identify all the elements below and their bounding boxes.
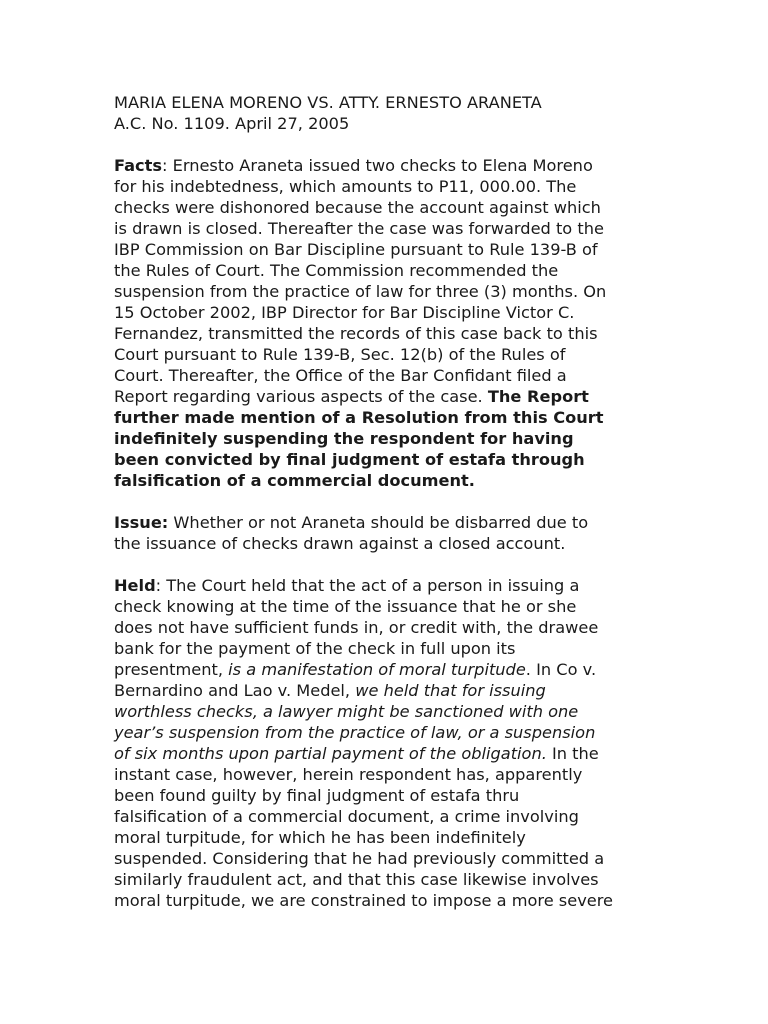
issue-label: Issue: [114,513,169,532]
facts-text-run: Court pursuant to Rule 139-B, Sec. 12(b) of the Rules of [114,345,566,364]
facts-text-run: the Rules of Court. The Commission recommended the [114,261,559,280]
held-text-run: In the [546,744,599,763]
facts-text-run: 15 October 2002, IBP Director for Bar Discipline Victor C. [114,303,575,322]
held-text-run: does not have sufficient funds in, or credit with, the drawee [114,618,599,637]
facts-text-run: indefinitely suspending the respondent for having [114,429,574,448]
held-text-run: worthless checks, a lawyer might be sanctioned with one [114,702,579,721]
facts-line [114,344,674,365]
facts-line [114,428,674,449]
paragraph-gap [114,491,674,512]
facts-text-run: falsification of a commercial document. [114,471,475,490]
issue-section [114,512,674,554]
held-line [114,890,674,911]
facts-text-run: Court. Thereafter, the Office of the Bar Confidant filed a [114,366,567,385]
facts-line [114,323,674,344]
held-section [114,575,674,911]
held-line [114,848,674,869]
facts-text-run: for his indebtedness, which amounts to P11, 000.00. The [114,177,577,196]
facts-line [114,197,674,218]
held-text-run: moral turpitude, we are constrained to impose a more severe [114,891,613,910]
facts-text-run: : Ernesto Araneta issued two checks to Elena Moreno [162,156,593,175]
held-text-run: presentment, [114,660,229,679]
facts-text-run: IBP Commission on Bar Discipline pursuant to Rule 139-B of [114,240,598,259]
held-text-run: year’s suspension from the practice of law, or a suspension [114,723,596,742]
held-line [114,659,674,680]
held-line [114,596,674,617]
facts-section [114,155,674,491]
facts-text-run: checks were dishonored because the account against which [114,198,601,217]
facts-line [114,470,674,491]
held-text-run: bank for the payment of the check in full upon its [114,639,516,658]
held-line [114,617,674,638]
held-label: Held [114,576,156,595]
held-text-run: is a manifestation of moral turpitude [228,660,526,679]
facts-line [114,407,674,428]
held-line [114,575,674,596]
held-text-run: Bernardino and Lao v. Medel, [114,681,356,700]
facts-line [114,260,674,281]
held-text-run: similarly fraudulent act, and that this case likewise involves [114,870,599,889]
case-citation: A.C. No. 1109. April 27, 2005 [114,114,350,133]
issue-line [114,512,674,533]
facts-line [114,386,674,407]
facts-text-run: is drawn is closed. Thereafter the case was forwarded to the [114,219,604,238]
held-line [114,638,674,659]
held-line [114,701,674,722]
facts-text-run: Report regarding various aspects of the case. [114,387,488,406]
paragraph-gap [114,134,674,155]
held-line [114,827,674,848]
held-text-run: moral turpitude, for which he has been indefinitely [114,828,526,847]
document-page [114,92,674,911]
held-text-run: been found guilty by final judgment of estafa thru [114,786,520,805]
facts-line [114,239,674,260]
case-title: MARIA ELENA MORENO VS. ATTY. ERNESTO ARANETA [114,93,542,112]
facts-line [114,449,674,470]
held-line [114,869,674,890]
facts-label: Facts [114,156,163,175]
issue-text-run: Whether or not Araneta should be disbarred due to [168,513,589,532]
facts-line [114,176,674,197]
facts-line [114,281,674,302]
held-text-run: check knowing at the time of the issuance that he or she [114,597,577,616]
facts-line [114,155,674,176]
facts-text-run: further made mention of a Resolution from this Court [114,408,604,427]
facts-line [114,365,674,386]
facts-text-run: been convicted by final judgment of estafa through [114,450,585,469]
paragraph-gap [114,554,674,575]
held-line [114,764,674,785]
held-line [114,722,674,743]
held-line [114,806,674,827]
facts-text-run: The Report [487,387,589,406]
facts-line [114,302,674,323]
issue-text-run: the issuance of checks drawn against a closed account. [114,534,566,553]
held-line [114,680,674,701]
held-line [114,785,674,806]
held-text-run: : The Court held that the act of a person in issuing a [155,576,580,595]
held-line [114,743,674,764]
facts-text-run: Fernandez, transmitted the records of this case back to this [114,324,598,343]
held-text-run: of six months upon partial payment of the obligation. [114,744,547,763]
facts-line [114,218,674,239]
held-text-run: . In Co v. [525,660,597,679]
issue-line [114,533,674,554]
facts-text-run: suspension from the practice of law for three (3) months. On [114,282,607,301]
held-text-run: instant case, however, herein respondent has, apparently [114,765,583,784]
held-text-run: we held that for issuing [355,681,546,700]
held-text-run: suspended. Considering that he had previously committed a [114,849,605,868]
held-text-run: falsification of a commercial document, a crime involving [114,807,579,826]
